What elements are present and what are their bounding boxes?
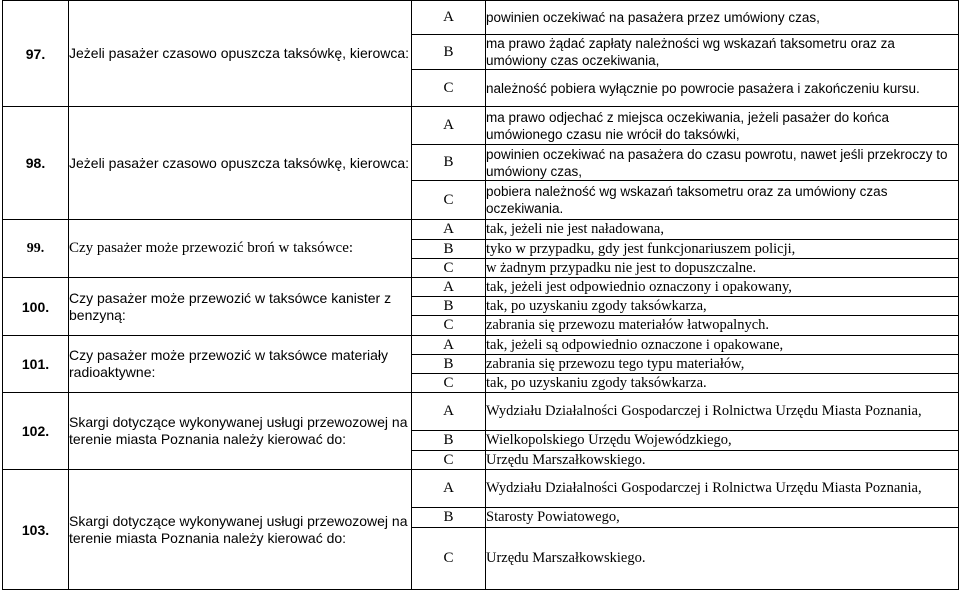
answer-text: powinien oczekiwać na pasażera do czasu powrotu, nawet jeśli przekroczy to umówiony czas, [486,145,959,181]
answer-text: Wielkopolskiego Urzędu Wojewódzkiego, [486,431,959,451]
answer-letter: C [412,316,486,336]
table-row [3,1,959,35]
question-text: Czy pasażer może przewozić w taksówce materiały radioaktywne: [69,336,412,393]
question-table [2,0,959,590]
question-number: 99. [3,220,69,278]
answer-text: ma prawo żądać zapłaty należności wg wskazań taksometru oraz za umówiony czas oczekiwania, [486,35,959,70]
table-row [3,470,959,508]
question-text: Czy pasażer może przewozić broń w taksówce: [69,220,412,278]
answer-text: w żadnym przypadku nie jest to dopuszczalne. [486,259,959,278]
answer-letter: A [412,220,486,240]
answer-text: należność pobiera wyłącznie po powrocie pasażera i zakończeniu kursu. [486,70,959,107]
answer-letter: B [412,508,486,528]
answer-letter: B [412,431,486,451]
answer-letter: B [412,240,486,259]
question-number: 97. [3,1,69,107]
answer-text: tyko w przypadku, gdy jest funkcjonariuszem policji, [486,240,959,259]
question-number: 103. [3,470,69,590]
answer-text: zabrania się przewozu tego typu materiałów, [486,355,959,374]
answer-letter: C [412,374,486,393]
question-number: 101. [3,336,69,393]
answer-letter: A [412,393,486,431]
answer-letter: C [412,181,486,220]
answer-letter: A [412,278,486,297]
answer-letter: C [412,451,486,470]
question-text: Jeżeli pasażer czasowo opuszcza taksówkę, kierowca: [69,107,412,220]
answer-text: tak, po uzyskaniu zgody taksówkarza, [486,297,959,316]
answer-text: tak, po uzyskaniu zgody taksówkarza. [486,374,959,393]
question-text: Czy pasażer może przewozić w taksówce kanister z benzyną: [69,278,412,336]
table-row [3,220,959,240]
answer-text: Urzędu Marszałkowskiego. [486,528,959,590]
answer-text: zabrania się przewozu materiałów łatwopalnych. [486,316,959,336]
answer-letter: A [412,470,486,508]
answer-letter: C [412,259,486,278]
answer-letter: B [412,145,486,181]
table-row [3,336,959,355]
question-text: Skargi dotyczące wykonywanej usługi przewozowej na terenie miasta Poznania należy kierować do: [69,393,412,470]
table-row [3,393,959,431]
answer-letter: B [412,35,486,70]
question-number: 102. [3,393,69,470]
answer-letter: A [412,336,486,355]
answer-text: ma prawo odjechać z miejsca oczekiwania, jeżeli pasażer do końca umówionego czasu nie wrócił do taksówki, [486,107,959,145]
question-number: 98. [3,107,69,220]
answer-letter: C [412,70,486,107]
question-number: 100. [3,278,69,336]
table-row [3,107,959,145]
answer-text: Wydziału Działalności Gospodarczej i Rolnictwa Urzędu Miasta Poznania, [486,470,959,508]
answer-letter: B [412,355,486,374]
answer-text: Urzędu Marszałkowskiego. [486,451,959,470]
answer-text: pobiera należność wg wskazań taksometru oraz za umówiony czas oczekiwania. [486,181,959,220]
question-text: Jeżeli pasażer czasowo opuszcza taksówkę, kierowca: [69,1,412,107]
table-row [3,278,959,297]
answer-text: tak, jeżeli nie jest naładowana, [486,220,959,240]
answer-letter: C [412,528,486,590]
answer-letter: A [412,107,486,145]
answer-letter: B [412,297,486,316]
answer-text: Starosty Powiatowego, [486,508,959,528]
answer-text: tak, jeżeli jest odpowiednio oznaczony i opakowany, [486,278,959,297]
answer-letter: A [412,1,486,35]
question-text: Skargi dotyczące wykonywanej usługi przewozowej na terenie miasta Poznania należy kierować do: [69,470,412,590]
answer-text: tak, jeżeli są odpowiednio oznaczone i opakowane, [486,336,959,355]
answer-text: powinien oczekiwać na pasażera przez umówiony czas, [486,1,959,35]
answer-text: Wydziału Działalności Gospodarczej i Rolnictwa Urzędu Miasta Poznania, [486,393,959,431]
